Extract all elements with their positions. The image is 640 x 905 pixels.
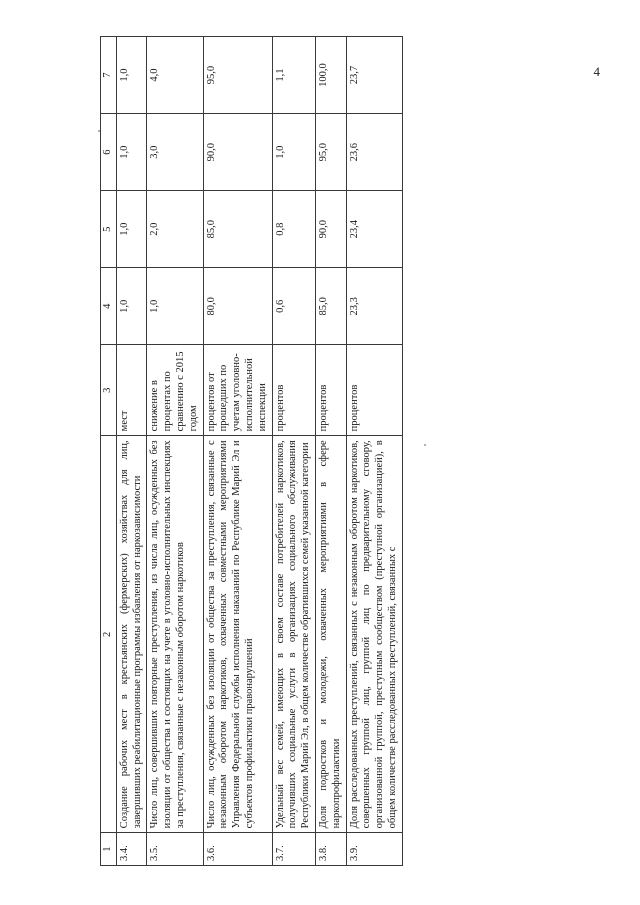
unit-of-measure: процентов [315, 345, 346, 436]
indicator-description: Число лиц, осужденных без изоляции от общества за преступления, связанные с незаконным оборотом наркотиков, охваченных совместными мероприятиями Управления Федеральной службы исполнения наказаний по Республике Марий Эл и субъектов профилактики правонарушений [203, 436, 272, 833]
row-number: 3.4. [116, 833, 147, 866]
value-col7: 95,0 [203, 37, 272, 114]
value-col6: 23,6 [346, 114, 402, 191]
value-col6: 95,0 [315, 114, 346, 191]
value-col5: 2,0 [147, 191, 203, 268]
value-col5: 90,0 [315, 191, 346, 268]
unit-of-measure: процентов [346, 345, 402, 436]
header-cell: 7 [101, 37, 117, 114]
row-number: 3.5. [147, 833, 203, 866]
table-header-row [101, 37, 117, 866]
row-number: 3.6. [203, 833, 272, 866]
value-col4: 1,0 [116, 268, 147, 345]
value-col7: 100,0 [315, 37, 346, 114]
row-number: 3.9. [346, 833, 402, 866]
indicator-description: Создание рабочих мест в крестьянских (фермерских) хозяйствах для лиц, завершивших реабилитационные программы избавления от наркозависимости [116, 436, 147, 833]
row-number: 3.8. [315, 833, 346, 866]
value-col7: 4,0 [147, 37, 203, 114]
value-col7: 23,7 [346, 37, 402, 114]
value-col4: 0,6 [272, 268, 315, 345]
value-col7: 1,0 [116, 37, 147, 114]
value-col4: 1,0 [147, 268, 203, 345]
value-col5: 0,8 [272, 191, 315, 268]
table-row [203, 37, 272, 866]
value-col6: 90,0 [203, 114, 272, 191]
unit-of-measure: процентов от прошедших по учетам уголовно-исполнительной инспекции [203, 345, 272, 436]
value-col5: 1,0 [116, 191, 147, 268]
row-number: 3.7. [272, 833, 315, 866]
unit-of-measure: мест [116, 345, 147, 436]
indicator-description: Число лиц, совершивших повторные преступления, из числа лиц, осужденных без изоляции от общества и состоящих на учете в уголовно-исполнительных инспекциях за преступления, связанные с незаконным оборотом наркотиков [147, 436, 203, 833]
header-cell: 6 [101, 114, 117, 191]
indicators-table [100, 36, 403, 866]
indicator-description: Доля расследованных преступлений, связанных с незаконным оборотом наркотиков, совершенных группой лиц, группой лиц по предварительному сговору, организованной группой, преступным сообществом (преступной организацией), в общем количестве расследованных преступлений, связанных с [346, 436, 402, 833]
value-col5: 23,4 [346, 191, 402, 268]
page-number: 4 [593, 64, 600, 79]
value-col4: 23,3 [346, 268, 402, 345]
value-col6: 1,0 [116, 114, 147, 191]
header-cell: 1 [101, 833, 117, 866]
value-col6: 3,0 [147, 114, 203, 191]
header-cell: 2 [101, 436, 117, 833]
unit-of-measure: процентов [272, 345, 315, 436]
header-cell: 3 [101, 345, 117, 436]
header-cell: 5 [101, 191, 117, 268]
value-col4: 85,0 [315, 268, 346, 345]
indicator-description: Удельный вес семей, имеющих в своем составе потребителей наркотиков, получивших социальные услуги в организациях социального обслуживания Республики Марий Эл, в общем количестве обратившихся семей указанной категории [272, 436, 315, 833]
rotated-page-content [100, 36, 620, 866]
indicator-description: Доля подростков и молодежи, охваченных мероприятиями в сфере наркопрофилактики [315, 436, 346, 833]
table-row [272, 37, 315, 866]
table-row [116, 37, 147, 866]
table-row [346, 37, 402, 866]
value-col4: 80,0 [203, 268, 272, 345]
unit-of-measure: снижение в процентах по сравнению с 2015 годом [147, 345, 203, 436]
table-row [147, 37, 203, 866]
header-cell: 4 [101, 268, 117, 345]
value-col7: 1,1 [272, 37, 315, 114]
value-col6: 1,0 [272, 114, 315, 191]
table-row [315, 37, 346, 866]
value-col5: 85,0 [203, 191, 272, 268]
